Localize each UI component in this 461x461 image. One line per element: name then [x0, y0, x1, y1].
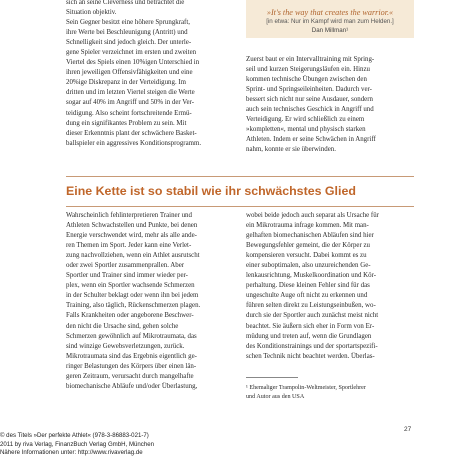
paragraph-line: des Konditionstrainings und der sportartspezifi- [246, 342, 378, 350]
copyright-line: 2011 by riva Verlag, FinanzBuch Verlag GmbH, München [0, 440, 155, 448]
left-column-top-text [66, 0, 234, 149]
copyright-notice [0, 432, 154, 458]
quote-author: Dan Millman¹ [311, 27, 349, 34]
section-divider-bottom [66, 206, 414, 207]
paragraph-line: oder zwei Sportler zusammenprallen. Aber [66, 262, 185, 270]
paragraph-line: den nicht die Ursache sind, gehen solche [66, 322, 179, 330]
paragraph-line: Athleten Schwachstellen und Punkte, bei denen [66, 222, 198, 230]
paragraph-line: geren Zeitraum, verursacht durch mangelhafte [66, 372, 194, 380]
footnote-rule [246, 377, 298, 378]
footnote [246, 384, 414, 402]
paragraph-line: ballspieler ein aggressives Konditionsprogramm. [66, 139, 202, 147]
page-number: 27 [404, 426, 412, 433]
paragraph-line: dieser Erkenntnis plant der schwächere Basket- [66, 129, 197, 137]
paragraph-line: kommen technische Übungen zwischen den [246, 76, 367, 84]
paragraph-line: ringer Belastungen des Körpers über einen län- [66, 362, 197, 370]
paragraph-line: Sein Gegner besitzt eine höhere Sprungkraft, [66, 19, 190, 27]
paragraph-line: Sprint- und Springseileinheiten. Dadurch ver- [246, 86, 372, 94]
paragraph-line: ungeschulte Auge oft nicht zu erkennen und [246, 292, 368, 300]
footnote-line: und Autor aus den USA [246, 393, 305, 400]
paragraph-line: Viertel des Spiels einen 10%igen Unterschied in [66, 59, 200, 67]
paragraph-line: einer suboptimalen, also unzureichenden Ge- [246, 262, 371, 270]
paragraph-line: nahm, konnte er sie überwinden. [246, 146, 336, 154]
section-divider-top [66, 176, 414, 177]
paragraph-line: Falls Krankheiten oder angeborene Beschwer- [66, 312, 194, 320]
paragraph-line: Situation objektiv. [66, 9, 117, 17]
paragraph-line: perhaltung. Diese kleinen Fehler sind für das [246, 282, 370, 290]
paragraph-line: durch sie der Sportler auch zunächst meist nicht [246, 312, 379, 320]
right-column-bottom-text [246, 211, 413, 362]
paragraph-line: ihre Werte bei Beschleunigung (Antritt) und [66, 29, 188, 37]
paragraph-line: schen Technik nicht beachtet werden. Überlas- [246, 352, 375, 360]
paragraph-line: 20%ige Diskrepanz in der Verteidigung. Im [66, 79, 187, 87]
quote-box [246, 0, 414, 38]
paragraph-line: bessert sich nicht nur seine Ausdauer, sondern [246, 96, 373, 104]
paragraph-line: gelhaften biomechanischen Abläufen sind hier [246, 232, 374, 240]
paragraph-line: in der Schulter beklagt oder wenn ihn bei jedem [66, 292, 199, 300]
paragraph-line: dung ein signifikantes Problem zu sein. Mit [66, 119, 187, 127]
paragraph-line: ren Themen im Sport. Jeder kann eine Verlet- [66, 242, 192, 250]
paragraph-line: Zuerst baut er ein Intervalltraining mit Spring- [246, 56, 375, 63]
paragraph-line: Schnelligkeit sind jedoch gleich. Der unterle- [66, 39, 192, 47]
paragraph-line: Wahrscheinlich fehlinterpretieren Trainer und [66, 212, 192, 219]
paragraph-line: ein Mikrotrauma infrage kommen. Mit man- [246, 222, 369, 230]
paragraph-line: beachtet. Sie äußern sich eher in Form von Er- [246, 322, 375, 330]
paragraph-line: Training, also täglich, Rückenschmerzen plagen. [66, 302, 201, 310]
paragraph-line: Schmerzen gewöhnlich auf Mikrotraumata, das [66, 332, 197, 340]
copyright-line: Nähere Informationen unter: http://www.rivaverlag.de [0, 449, 143, 457]
paragraph-line: gene Spieler verzeichnet im ersten und zweiten [66, 49, 197, 57]
paragraph-line: lenkausrichtung, Muskelkoordination und Kör- [246, 272, 376, 280]
paragraph-line: auch sein technisches Geschick in Angriff und [246, 106, 374, 114]
paragraph-line: Mikrotraumata sind das Ergebnis eigentlich ge- [66, 352, 197, 360]
paragraph-line: Bewegungsfehler gemeint, die der Körper zu [246, 242, 370, 250]
paragraph-line: müdung und treten auf, wenn die Grundlagen [246, 332, 372, 340]
footnote-line: ¹ Ehemaliger Trampolin-Weltmeister, Sportlehrer [246, 385, 366, 391]
paragraph-line: wobei beide jedoch auch separat als Ursache für [246, 212, 379, 219]
paragraph-line: seil und kurzen Steigerungsläufen ein. Hinzu [246, 66, 370, 74]
paragraph-line: Athleten. Indem er seine Schwächen in Angriff [246, 136, 376, 144]
paragraph-line: plex, wenn ein Sportler wachsende Schmerzen [66, 282, 195, 290]
paragraph-line: Sportler und Trainer sind immer wieder per- [66, 272, 188, 280]
paragraph-line: kompensieren versucht. Dabei kommt es zu [246, 252, 367, 260]
copyright-line: © des Titels »Der perfekte Athlet« (978-3-86883-021-7) [0, 432, 149, 439]
paragraph-line: Verteidigung. Er wird schließlich zu einem [246, 116, 365, 124]
paragraph-line: führen selten direkt zu Leistungseinbußen, wo- [246, 302, 376, 310]
paragraph-line: ihren jeweiligen Offensivfähigkeiten und eine [66, 69, 193, 77]
paragraph-line: sich an seine Cleverness und betrachtet die [66, 0, 185, 6]
paragraph-line: teidigung. Also scheint fortschreitende Ermü- [66, 109, 192, 117]
section-heading: Eine Kette ist so stabil wie ihr schwächstes Glied [66, 184, 356, 198]
paragraph-line: dritten und im letzten Viertel steigen die Werte [66, 89, 195, 97]
paragraph-line: Energie verschwendet wird, mehr als alle ande- [66, 232, 197, 240]
paragraph-line: sind winzige Gewebsverletzungen, zurück. [66, 342, 185, 350]
paragraph-line: »kompletten«, mental und physisch starken [246, 126, 366, 134]
left-column-bottom-text [66, 211, 234, 392]
quote-text: »It's the way that creates the warrior.« [266, 8, 394, 17]
right-column-top-text [246, 55, 413, 155]
quote-translation: [in etwa: Nur im Kampf wird man zum Helden.] [266, 18, 394, 25]
paragraph-line: zung nachvollziehen, wenn ein Athlet ausrutscht [66, 252, 200, 260]
paragraph-line: biomechanische Abläufe und/oder Überlastung, [66, 382, 198, 390]
paragraph-line: sogar auf 40% im Angriff und 50% in der Ver- [66, 99, 195, 107]
